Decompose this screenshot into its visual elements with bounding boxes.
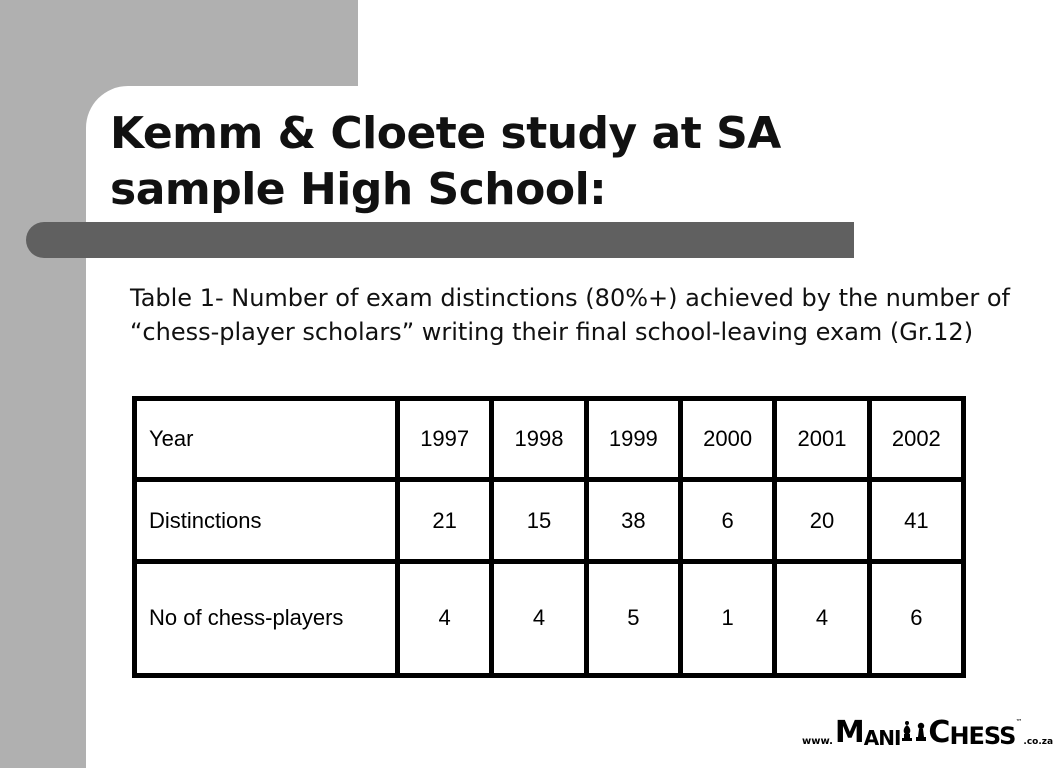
- row-label: No of chess-players: [135, 561, 398, 675]
- table-cell: 4: [398, 561, 492, 675]
- table-row-chess-players: [135, 561, 964, 675]
- title-underline-bar: [26, 222, 854, 258]
- table-cell: 2002: [869, 399, 963, 480]
- logo-ani: ANI: [863, 726, 901, 750]
- logo-c-letter: C: [928, 715, 950, 750]
- table-cell: 6: [680, 480, 774, 561]
- table-cell: 5: [586, 561, 680, 675]
- table-cell: 6: [869, 561, 963, 675]
- table-cell: 4: [492, 561, 586, 675]
- table-cell: 1997: [398, 399, 492, 480]
- slide-title: [110, 106, 781, 218]
- table-row-year: [135, 399, 964, 480]
- logo-wordmark: [835, 715, 1016, 750]
- logo-prefix: www.: [802, 736, 833, 747]
- table-cell: 2000: [680, 399, 774, 480]
- table-cell: 20: [775, 480, 869, 561]
- title-line-1: Kemm & Cloete study at SA: [110, 108, 781, 159]
- logo-domain: .co.za: [1023, 737, 1053, 747]
- table-row-distinctions: [135, 480, 964, 561]
- table-cell: 1999: [586, 399, 680, 480]
- table-cell: 1998: [492, 399, 586, 480]
- table-cell: 2001: [775, 399, 869, 480]
- table-cell: 21: [398, 480, 492, 561]
- logo-m-letter: M: [834, 715, 864, 750]
- logo-trademark: ™: [1015, 718, 1023, 726]
- table-cell: 15: [492, 480, 586, 561]
- title-line-2: sample High School:: [110, 164, 607, 215]
- row-label: Distinctions: [135, 480, 398, 561]
- chess-bishop-icon: [901, 720, 913, 748]
- table-cell: 38: [586, 480, 680, 561]
- table-caption: Table 1- Number of exam distinctions (80%+) achieved by the number of “chess-player scholars” writing their final school-leaving exam (Gr.12): [130, 284, 1011, 346]
- chess-pawn-icon: [915, 720, 927, 748]
- row-label: Year: [135, 399, 398, 480]
- table-cell: 1: [680, 561, 774, 675]
- table-cell: 4: [775, 561, 869, 675]
- manichess-logo: [802, 716, 1053, 750]
- distinctions-table: [132, 396, 966, 678]
- logo-hess: HESS: [949, 722, 1016, 750]
- table-cell: 41: [869, 480, 963, 561]
